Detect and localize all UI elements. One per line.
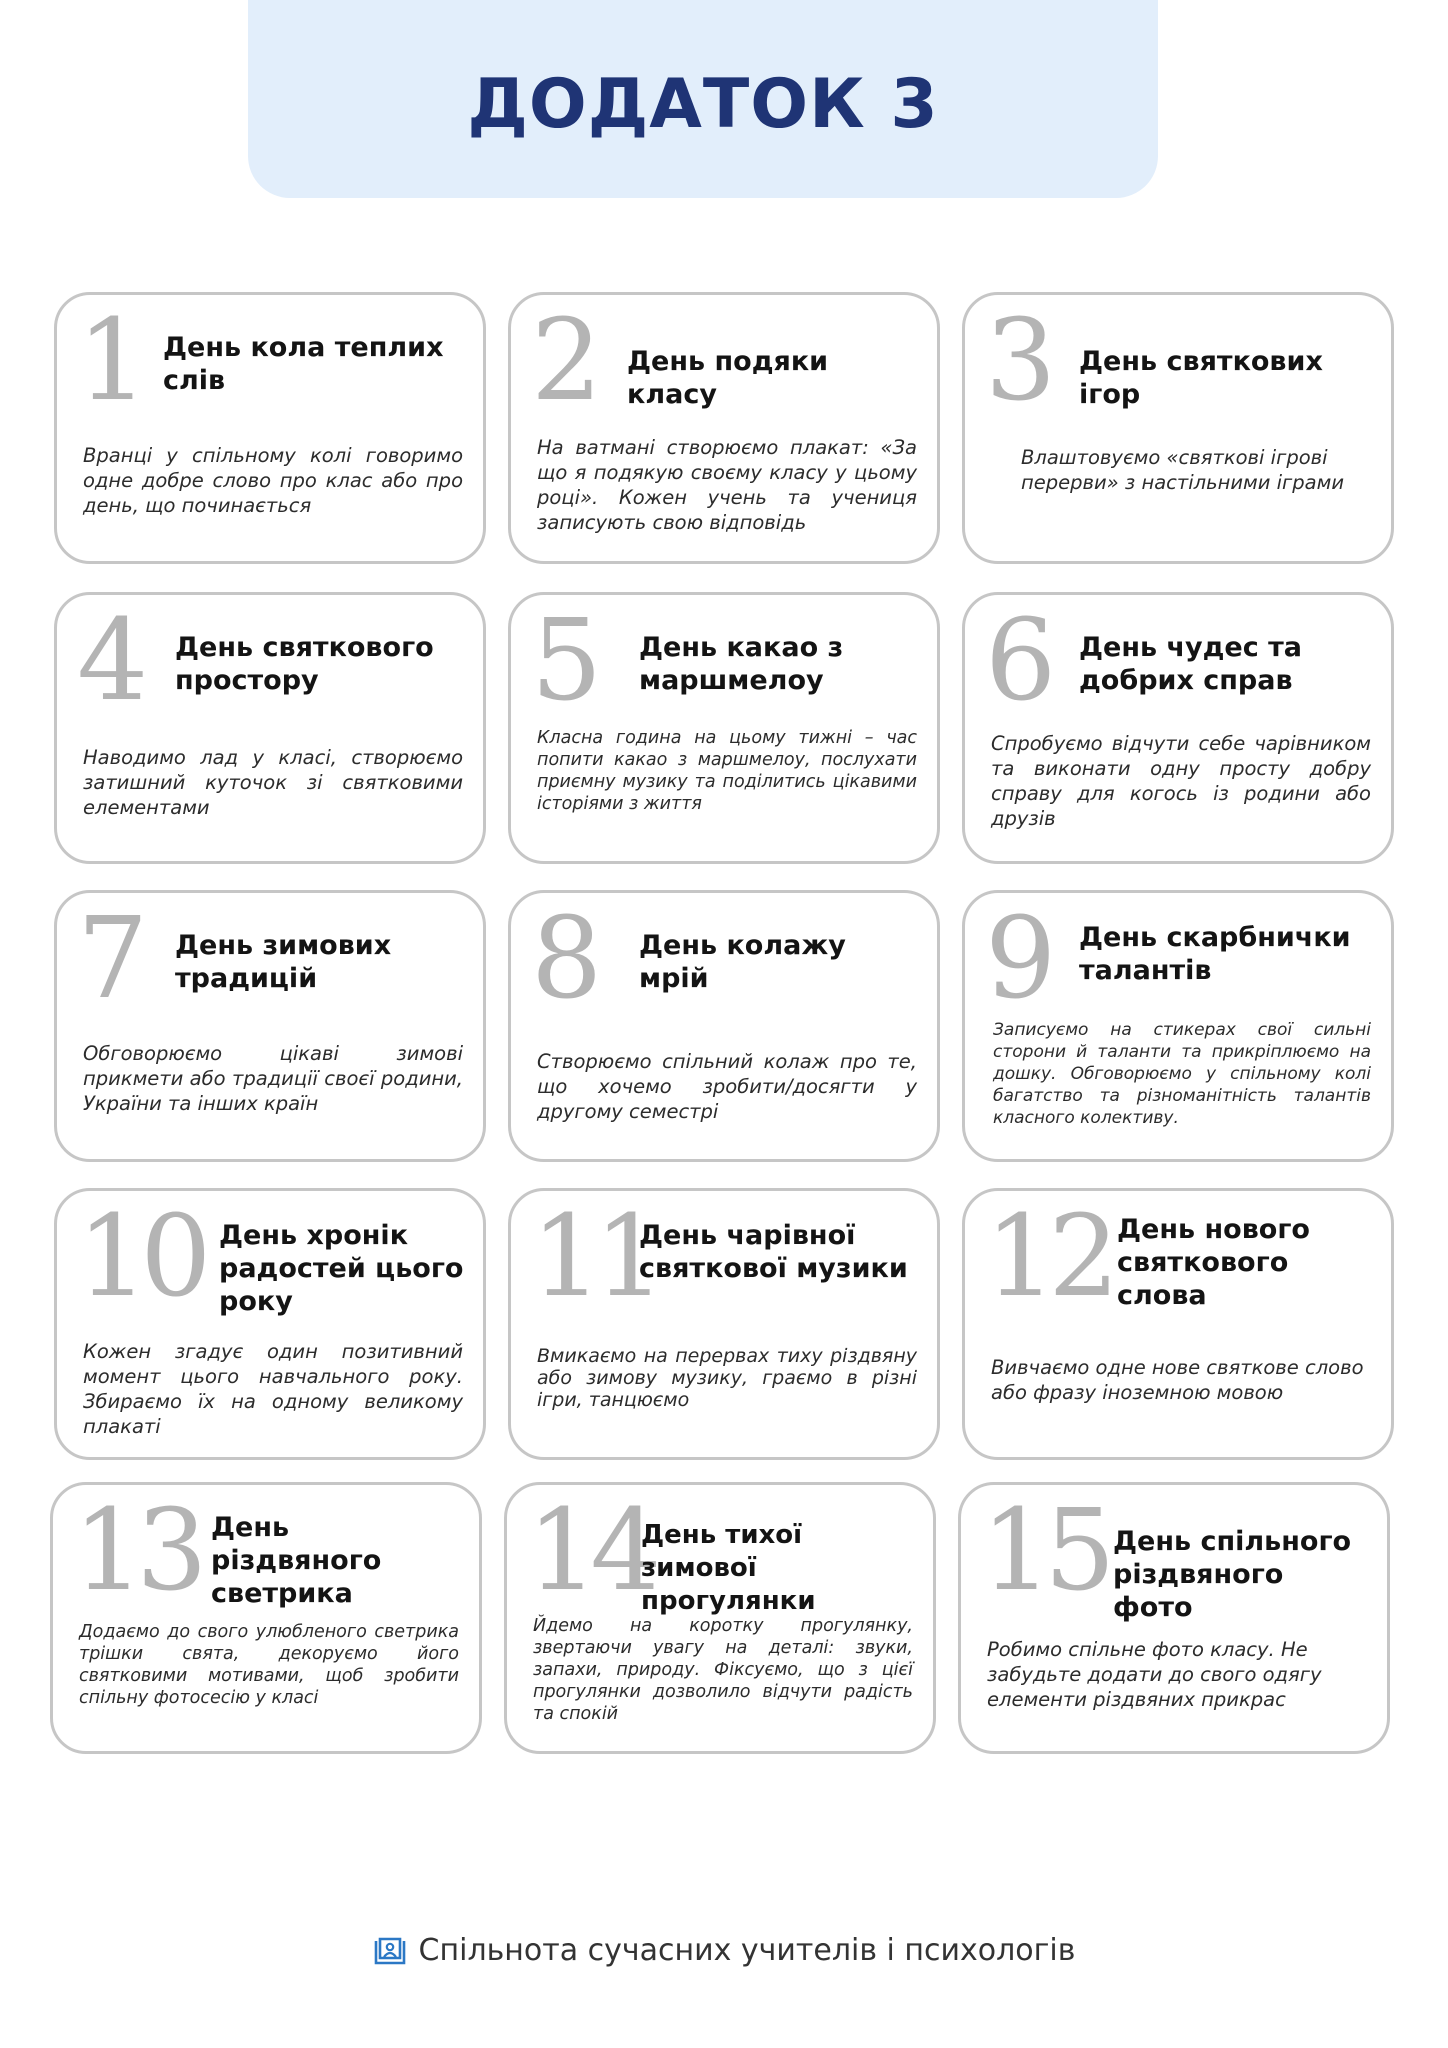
day-number: 2 — [531, 296, 595, 426]
day-description: Створюємо спільний колаж про те, що хочемо зробити/досягти у другому семестрі — [537, 1050, 917, 1123]
day-title: День хронік радостей цього року — [219, 1220, 464, 1317]
day-description: Вивчаємо одне нове святкове слово або фразу іноземною мовою — [991, 1356, 1364, 1404]
page-title: ДОДАТОК 3 — [467, 64, 939, 144]
day-number: 13 — [73, 1486, 200, 1616]
day-number: 6 — [985, 596, 1049, 726]
day-description: Влаштовуємо «святкові ігрові перерви» з настільними іграми — [1021, 446, 1344, 494]
day-description: Додаємо до свого улюбленого светрика трішки свята, декоруємо його святковими мотивами, щоб зробити спільну фотосесію у класі — [79, 1622, 459, 1708]
footer-text: Спільнота сучасних учителів і психологів — [418, 1933, 1076, 1968]
day-card-6 — [962, 592, 1394, 864]
day-card-8 — [508, 890, 940, 1162]
day-title: День святкових ігор — [1079, 346, 1323, 410]
day-description: Класна година на цьому тижні – час попити какао з маршмелоу, послухати приємну музику та поділитись цікавими історіями з життя — [537, 728, 917, 814]
day-number: 3 — [985, 296, 1049, 426]
day-card-5 — [508, 592, 940, 864]
day-description: Спробуємо відчути себе чарівником та виконати одну просту добру справу для когось із родини або друзів — [991, 732, 1371, 830]
day-description: Записуємо на стикерах свої сильні сторони й таланти та прикріплюємо на дошку. Обговорюємо у спільному колі багатство та різноманітність талантів класного колективу. — [993, 1020, 1371, 1128]
day-title: День тихої зимової прогулянки — [641, 1520, 816, 1616]
day-card-13 — [50, 1482, 482, 1754]
day-card-15 — [958, 1482, 1390, 1754]
day-card-14 — [504, 1482, 936, 1754]
day-title: День чарівної святкової музики — [639, 1220, 908, 1284]
day-number: 14 — [527, 1486, 654, 1616]
day-description: Вмикаємо на перервах тиху різдвяну або зимову музику, граємо в різні ігри, танцюємо — [537, 1345, 917, 1411]
day-number: 8 — [531, 894, 595, 1024]
day-number: 12 — [985, 1192, 1112, 1322]
day-description: На ватмані створюємо плакат: «За що я подякую своєму класу у цьому році». Кожен учень та учениця записують свою відповідь — [537, 436, 917, 534]
day-number: 9 — [985, 894, 1049, 1024]
community-logo-icon — [373, 1936, 407, 1966]
day-number: 15 — [981, 1486, 1108, 1616]
day-title: День какао з маршмелоу — [639, 632, 844, 696]
day-description: Йдемо на коротку прогулянку, звертаючи увагу на деталі: звуки, запахи, природу. Фіксуємо, що з цієї прогулянки дозволило відчути радість та спокій — [533, 1616, 913, 1724]
day-title: День різдвяного светрика — [211, 1512, 382, 1609]
day-card-3 — [962, 292, 1394, 564]
day-description: Наводимо лад у класі, створюємо затишний куточок зі святковими елементами — [83, 746, 463, 819]
day-title: День кола теплих слів — [163, 332, 444, 396]
day-number: 10 — [77, 1192, 204, 1322]
day-number: 11 — [531, 1192, 658, 1322]
day-card-12 — [962, 1188, 1394, 1460]
day-description: Вранці у спільному колі говоримо одне добре слово про клас або про день, що починається — [83, 444, 463, 517]
day-card-10 — [54, 1188, 486, 1460]
day-title: День подяки класу — [627, 346, 829, 410]
day-description: Робимо спільне фото класу. Не забудьте додати до свого одягу елементи різдвяних прикрас — [987, 1638, 1322, 1711]
day-number: 1 — [77, 296, 141, 426]
day-title: День нового святкового слова — [1117, 1214, 1310, 1311]
day-title: День колажу мрій — [639, 930, 846, 994]
day-card-1 — [54, 292, 486, 564]
day-card-4 — [54, 592, 486, 864]
day-card-9 — [962, 890, 1394, 1162]
day-title: День спільного різдвяного фото — [1113, 1526, 1352, 1623]
day-card-7 — [54, 890, 486, 1162]
page-header — [248, 0, 1158, 198]
day-number: 4 — [77, 596, 141, 726]
day-title: День святкового простору — [175, 632, 434, 696]
footer — [0, 1933, 1448, 1968]
day-title: День скарбнички талантів — [1079, 922, 1351, 986]
day-card-2 — [508, 292, 940, 564]
day-description: Кожен згадує один позитивний момент цього навчального року. Збираємо їх на одному великому плакаті — [83, 1340, 463, 1438]
day-title: День чудес та добрих справ — [1079, 632, 1303, 696]
day-number: 7 — [77, 894, 141, 1024]
day-number: 5 — [531, 596, 595, 726]
day-title: День зимових традицій — [175, 930, 392, 994]
day-description: Обговорюємо цікаві зимові прикмети або традиції своєї родини, України та інших країн — [83, 1042, 463, 1115]
day-card-11 — [508, 1188, 940, 1460]
